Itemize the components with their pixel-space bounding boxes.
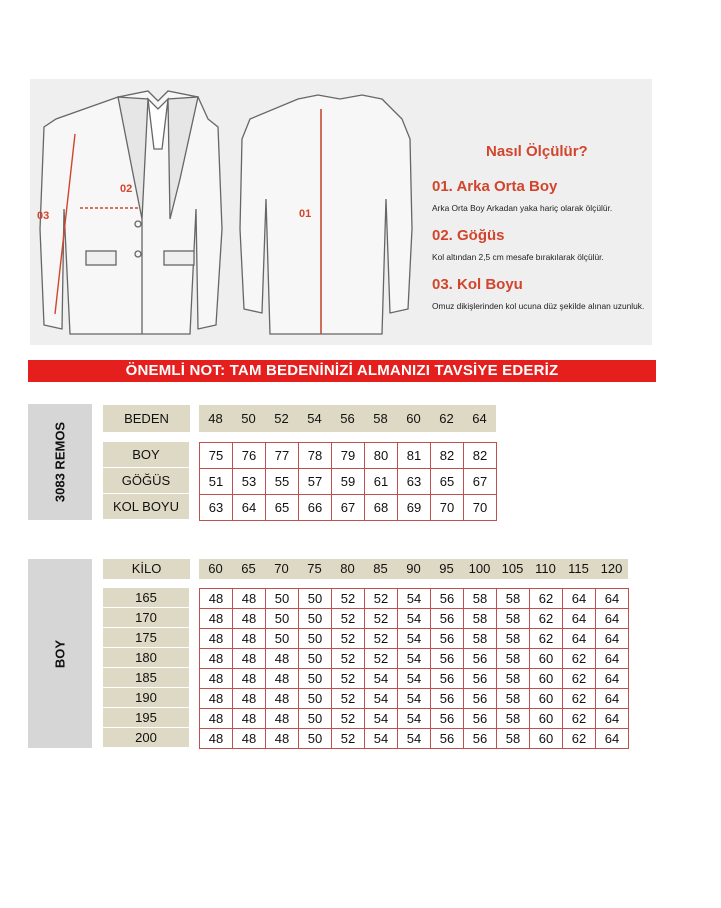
table-cell: 64 bbox=[596, 689, 629, 709]
back-jacket-icon bbox=[240, 95, 412, 334]
table-row bbox=[200, 495, 497, 521]
row-label: 165 bbox=[103, 588, 189, 608]
table-cell: 65 bbox=[266, 495, 299, 521]
table-cell: 54 bbox=[398, 689, 431, 709]
table-cell: 62 bbox=[563, 649, 596, 669]
table-cell: 56 bbox=[431, 649, 464, 669]
weight-header-cell: 60 bbox=[199, 559, 232, 579]
table-cell: 58 bbox=[497, 629, 530, 649]
table-cell: 48 bbox=[233, 609, 266, 629]
table-cell: 60 bbox=[530, 649, 563, 669]
table-cell: 56 bbox=[464, 689, 497, 709]
size-header-cell: 52 bbox=[265, 405, 298, 432]
table-cell: 48 bbox=[200, 729, 233, 749]
marker-02: 02 bbox=[120, 183, 133, 195]
table-cell: 48 bbox=[233, 629, 266, 649]
table-cell: 69 bbox=[398, 495, 431, 521]
table-cell: 50 bbox=[299, 649, 332, 669]
row-label: 175 bbox=[103, 628, 189, 648]
size-header-cell: 50 bbox=[232, 405, 265, 432]
table-cell: 78 bbox=[299, 443, 332, 469]
table-cell: 59 bbox=[332, 469, 365, 495]
table-row bbox=[200, 589, 629, 609]
row-label: 200 bbox=[103, 728, 189, 748]
table-cell: 60 bbox=[530, 729, 563, 749]
table-cell: 64 bbox=[596, 649, 629, 669]
table-cell: 56 bbox=[464, 649, 497, 669]
table-cell: 64 bbox=[563, 609, 596, 629]
table-cell: 60 bbox=[530, 689, 563, 709]
table-cell: 70 bbox=[431, 495, 464, 521]
table-cell: 64 bbox=[563, 629, 596, 649]
weight-header-cell: 115 bbox=[562, 559, 595, 579]
table-cell: 58 bbox=[497, 709, 530, 729]
table-cell: 48 bbox=[200, 709, 233, 729]
size-header-row bbox=[199, 405, 496, 432]
table-cell: 64 bbox=[233, 495, 266, 521]
table-cell: 54 bbox=[365, 709, 398, 729]
table-cell: 54 bbox=[365, 669, 398, 689]
table-cell: 53 bbox=[233, 469, 266, 495]
table-cell: 56 bbox=[431, 609, 464, 629]
table-cell: 48 bbox=[266, 649, 299, 669]
table-cell: 58 bbox=[464, 609, 497, 629]
size-header-cell: 60 bbox=[397, 405, 430, 432]
weight-header-cell: 70 bbox=[265, 559, 298, 579]
table-cell: 64 bbox=[596, 709, 629, 729]
table-row bbox=[200, 729, 629, 749]
table-cell: 48 bbox=[233, 709, 266, 729]
table-cell: 54 bbox=[365, 689, 398, 709]
table-cell: 52 bbox=[365, 609, 398, 629]
table-cell: 65 bbox=[431, 469, 464, 495]
table-cell: 58 bbox=[497, 729, 530, 749]
table-cell: 48 bbox=[233, 649, 266, 669]
table-cell: 56 bbox=[431, 709, 464, 729]
table-cell: 50 bbox=[299, 709, 332, 729]
table-cell: 60 bbox=[530, 709, 563, 729]
table-row bbox=[200, 649, 629, 669]
table-cell: 48 bbox=[200, 669, 233, 689]
size-table-side-label bbox=[28, 404, 92, 520]
table-cell: 58 bbox=[464, 629, 497, 649]
table-cell: 57 bbox=[299, 469, 332, 495]
table-cell: 50 bbox=[299, 669, 332, 689]
table-cell: 52 bbox=[365, 629, 398, 649]
table-cell: 50 bbox=[266, 609, 299, 629]
table-cell: 52 bbox=[332, 649, 365, 669]
weight-header-cell: 65 bbox=[232, 559, 265, 579]
row-label: 195 bbox=[103, 708, 189, 728]
table-cell: 48 bbox=[266, 729, 299, 749]
table-cell: 52 bbox=[365, 649, 398, 669]
table-cell: 50 bbox=[299, 689, 332, 709]
table-cell: 48 bbox=[233, 589, 266, 609]
table-row bbox=[200, 469, 497, 495]
table-cell: 82 bbox=[431, 443, 464, 469]
table-cell: 48 bbox=[200, 589, 233, 609]
table-row bbox=[200, 709, 629, 729]
table-cell: 56 bbox=[464, 729, 497, 749]
table-cell: 60 bbox=[530, 669, 563, 689]
table-cell: 63 bbox=[200, 495, 233, 521]
table-cell: 63 bbox=[398, 469, 431, 495]
table-cell: 48 bbox=[200, 649, 233, 669]
table-cell: 77 bbox=[266, 443, 299, 469]
table-cell: 56 bbox=[431, 669, 464, 689]
table-cell: 64 bbox=[596, 589, 629, 609]
table-cell: 52 bbox=[332, 669, 365, 689]
table-cell: 54 bbox=[398, 709, 431, 729]
table-cell: 56 bbox=[464, 669, 497, 689]
size-header-label: BEDEN bbox=[103, 405, 190, 432]
table-cell: 48 bbox=[200, 629, 233, 649]
row-label: 180 bbox=[103, 648, 189, 668]
table-cell: 66 bbox=[299, 495, 332, 521]
weight-header-cell: 120 bbox=[595, 559, 628, 579]
table-cell: 58 bbox=[497, 689, 530, 709]
table-cell: 50 bbox=[299, 729, 332, 749]
table-cell: 54 bbox=[398, 649, 431, 669]
table-row bbox=[200, 629, 629, 649]
row-label: GÖĞÜS bbox=[103, 468, 189, 494]
table-cell: 80 bbox=[365, 443, 398, 469]
guide-title: Nasıl Ölçülür? bbox=[486, 143, 588, 160]
size-header-cell: 48 bbox=[199, 405, 232, 432]
size-header-cell: 56 bbox=[331, 405, 364, 432]
size-header-cell: 62 bbox=[430, 405, 463, 432]
table-cell: 52 bbox=[332, 609, 365, 629]
table-cell: 48 bbox=[200, 609, 233, 629]
size-row-labels bbox=[103, 442, 189, 520]
table-cell: 52 bbox=[332, 589, 365, 609]
weight-header-cell: 95 bbox=[430, 559, 463, 579]
table-cell: 68 bbox=[365, 495, 398, 521]
table-cell: 64 bbox=[596, 629, 629, 649]
table-cell: 54 bbox=[398, 669, 431, 689]
size-header-cell: 58 bbox=[364, 405, 397, 432]
table-cell: 62 bbox=[563, 689, 596, 709]
table-cell: 62 bbox=[563, 669, 596, 689]
table-cell: 75 bbox=[200, 443, 233, 469]
row-label: KOL BOYU bbox=[103, 494, 189, 520]
table-cell: 50 bbox=[266, 629, 299, 649]
height-axis-label: BOY bbox=[52, 639, 68, 668]
marker-03: 03 bbox=[37, 210, 50, 222]
table-row bbox=[200, 669, 629, 689]
height-row-labels bbox=[103, 588, 189, 748]
table-cell: 67 bbox=[332, 495, 365, 521]
table-cell: 64 bbox=[596, 729, 629, 749]
step-2-desc: Kol altından 2,5 cm mesafe bırakılarak ölçülür. bbox=[432, 252, 604, 262]
step-3-title: 03. Kol Boyu bbox=[432, 276, 523, 293]
table-cell: 64 bbox=[596, 609, 629, 629]
row-label: 190 bbox=[103, 688, 189, 708]
table-row bbox=[200, 609, 629, 629]
table-cell: 56 bbox=[464, 709, 497, 729]
table-cell: 58 bbox=[497, 609, 530, 629]
fit-table-side-label bbox=[28, 559, 92, 748]
table-cell: 62 bbox=[530, 589, 563, 609]
measurement-guide bbox=[30, 79, 652, 345]
table-cell: 52 bbox=[332, 709, 365, 729]
table-cell: 61 bbox=[365, 469, 398, 495]
row-label: BOY bbox=[103, 442, 189, 468]
table-row bbox=[200, 689, 629, 709]
table-cell: 50 bbox=[299, 629, 332, 649]
fit-table bbox=[199, 588, 629, 749]
table-cell: 52 bbox=[332, 689, 365, 709]
weight-header-row bbox=[199, 559, 628, 579]
table-cell: 79 bbox=[332, 443, 365, 469]
weight-header-cell: 110 bbox=[529, 559, 562, 579]
step-2-title: 02. Göğüs bbox=[432, 227, 505, 244]
table-cell: 52 bbox=[332, 629, 365, 649]
table-cell: 62 bbox=[563, 729, 596, 749]
table-cell: 56 bbox=[431, 729, 464, 749]
weight-header-cell: 90 bbox=[397, 559, 430, 579]
table-cell: 54 bbox=[398, 589, 431, 609]
table-cell: 64 bbox=[563, 589, 596, 609]
table-cell: 58 bbox=[497, 669, 530, 689]
important-note: ÖNEMLİ NOT: TAM BEDENİNİZİ ALMANIZI TAVSİYE EDERİZ bbox=[28, 360, 656, 382]
step-3-desc: Omuz dikişlerinden kol ucuna düz şekilde alınan uzunluk. bbox=[432, 301, 645, 311]
table-cell: 51 bbox=[200, 469, 233, 495]
table-cell: 54 bbox=[398, 609, 431, 629]
table-cell: 48 bbox=[200, 689, 233, 709]
weight-header-cell: 105 bbox=[496, 559, 529, 579]
product-code: 3083 REMOS bbox=[52, 421, 68, 503]
table-cell: 48 bbox=[233, 689, 266, 709]
table-cell: 50 bbox=[299, 609, 332, 629]
table-cell: 48 bbox=[233, 729, 266, 749]
weight-header-label: KİLO bbox=[103, 559, 190, 579]
table-cell: 81 bbox=[398, 443, 431, 469]
table-cell: 48 bbox=[233, 669, 266, 689]
table-cell: 52 bbox=[365, 589, 398, 609]
table-cell: 54 bbox=[398, 629, 431, 649]
table-cell: 62 bbox=[530, 609, 563, 629]
table-cell: 48 bbox=[266, 709, 299, 729]
table-cell: 67 bbox=[464, 469, 497, 495]
table-cell: 52 bbox=[332, 729, 365, 749]
table-cell: 76 bbox=[233, 443, 266, 469]
table-row bbox=[200, 443, 497, 469]
step-1-title: 01. Arka Orta Boy bbox=[432, 178, 558, 195]
row-label: 170 bbox=[103, 608, 189, 628]
table-cell: 54 bbox=[365, 729, 398, 749]
weight-header-cell: 100 bbox=[463, 559, 496, 579]
weight-header-cell: 75 bbox=[298, 559, 331, 579]
table-cell: 64 bbox=[596, 669, 629, 689]
table-cell: 48 bbox=[266, 669, 299, 689]
table-cell: 48 bbox=[266, 689, 299, 709]
table-cell: 58 bbox=[497, 649, 530, 669]
table-cell: 55 bbox=[266, 469, 299, 495]
marker-01: 01 bbox=[299, 208, 312, 220]
size-table bbox=[199, 442, 497, 521]
table-cell: 58 bbox=[497, 589, 530, 609]
table-cell: 50 bbox=[299, 589, 332, 609]
front-jacket-icon bbox=[40, 91, 222, 334]
row-label: 185 bbox=[103, 668, 189, 688]
table-cell: 62 bbox=[563, 709, 596, 729]
table-cell: 58 bbox=[464, 589, 497, 609]
measurement-steps bbox=[432, 143, 652, 325]
table-cell: 54 bbox=[398, 729, 431, 749]
size-header-cell: 54 bbox=[298, 405, 331, 432]
table-cell: 50 bbox=[266, 589, 299, 609]
step-1-desc: Arka Orta Boy Arkadan yaka hariç olarak ölçülür. bbox=[432, 203, 613, 213]
weight-header-cell: 85 bbox=[364, 559, 397, 579]
table-cell: 82 bbox=[464, 443, 497, 469]
weight-header-cell: 80 bbox=[331, 559, 364, 579]
table-cell: 56 bbox=[431, 689, 464, 709]
table-cell: 70 bbox=[464, 495, 497, 521]
table-cell: 62 bbox=[530, 629, 563, 649]
table-cell: 56 bbox=[431, 629, 464, 649]
size-header-cell: 64 bbox=[463, 405, 496, 432]
table-cell: 56 bbox=[431, 589, 464, 609]
